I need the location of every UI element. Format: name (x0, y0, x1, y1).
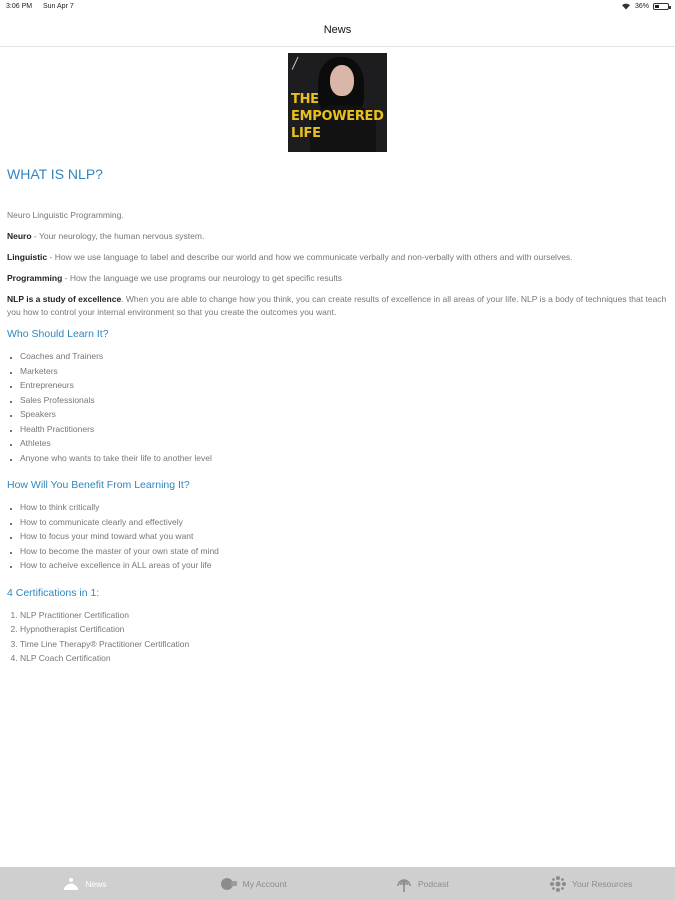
benefit-heading: How Will You Benefit From Learning It? (7, 479, 190, 491)
list-item: 1. NLP Practitioner Certification (20, 608, 668, 623)
list-item: • Athletes (20, 436, 668, 451)
list-item: • Sales Professionals (20, 393, 668, 408)
podcast-icon (395, 875, 413, 893)
who-heading: Who Should Learn It? (7, 328, 109, 340)
list-item: • Coaches and Trainers (20, 349, 668, 364)
article-heading: WHAT IS NLP? (7, 166, 103, 182)
tab-podcast[interactable] (338, 867, 507, 900)
article-content (0, 48, 675, 666)
tab-news[interactable] (0, 867, 169, 900)
list-item: 3. Time Line Therapy® Practitioner Certification (20, 637, 668, 652)
list-item: • How to become the master of your own state of mind (20, 544, 668, 559)
tab-label: Podcast (418, 878, 449, 889)
tab-your-resources[interactable] (506, 867, 675, 900)
nav-bar (0, 14, 675, 47)
status-date: Sun Apr 7 (43, 3, 74, 10)
battery-level (655, 5, 659, 8)
status-bar (0, 0, 675, 14)
neuro-definition (7, 230, 668, 243)
news-icon (62, 875, 80, 893)
list-item: • How to communicate clearly and effectively (20, 515, 668, 530)
neuro-term: Neuro (7, 231, 32, 241)
who-list (7, 349, 668, 465)
nlp-definition (7, 293, 668, 319)
list-item: • Entrepreneurs (20, 378, 668, 393)
list-item: 2. Hypnotherapist Certification (20, 622, 668, 637)
cover-title-line: EMPOWERED (291, 109, 384, 124)
neuro-text: - Your neurology, the human nervous system. (31, 231, 205, 241)
list-item: • How to focus your mind toward what you want (20, 529, 668, 544)
account-icon (220, 875, 238, 893)
cover-title-line: LIFE (291, 126, 321, 141)
cover-title-line: THE (291, 92, 319, 107)
linguistic-term: Linguistic (7, 252, 48, 262)
linguistic-text: - How we use language to label and describe our world and how we communicate verbally and non-verbally with others and with ourselves. (47, 252, 573, 262)
nlp-text: . When you are able to change how you think, you can create results of excellence in all areas of your life. NLP is a body of techniques that teach you how to control your internal environment so that you create the outcomes you want. (7, 294, 667, 317)
battery-icon (653, 3, 669, 10)
benefit-list (7, 500, 668, 573)
tab-my-account[interactable] (169, 867, 338, 900)
wifi-icon (621, 2, 631, 10)
podcast-cover-image (288, 53, 387, 152)
cover-title (291, 91, 384, 142)
intro-text: Neuro Linguistic Programming. (7, 210, 124, 220)
list-item: • Speakers (20, 407, 668, 422)
cover-logo-mark (292, 57, 311, 76)
programming-text: - How the language we use programs our neurology to get specific results (62, 273, 342, 283)
list-item: • Health Practitioners (20, 422, 668, 437)
programming-term: Programming (7, 273, 63, 283)
status-right (621, 2, 669, 10)
list-item: • Marketers (20, 364, 668, 379)
cert-heading: 4 Certifications in 1: (7, 586, 100, 599)
tab-label: My Account (242, 878, 287, 889)
list-item: • How to acheive excellence in ALL areas of your life (20, 558, 668, 573)
tab-label: News (85, 878, 107, 889)
list-item: 4. NLP Coach Certification (20, 651, 668, 666)
cert-list (7, 608, 668, 666)
status-time: 3:06 PM (6, 3, 33, 10)
resources-icon (549, 875, 567, 893)
tab-label: Your Resources (572, 878, 633, 889)
tab-bar (0, 867, 675, 900)
list-item: • How to think critically (20, 500, 668, 515)
battery-percent: 36% (634, 2, 649, 10)
page-title: News (323, 24, 352, 36)
list-item: • Anyone who wants to take their life to another level (20, 451, 668, 466)
nlp-term: NLP is a study of excellence (7, 294, 122, 304)
linguistic-definition (7, 251, 668, 264)
programming-definition (7, 272, 668, 285)
